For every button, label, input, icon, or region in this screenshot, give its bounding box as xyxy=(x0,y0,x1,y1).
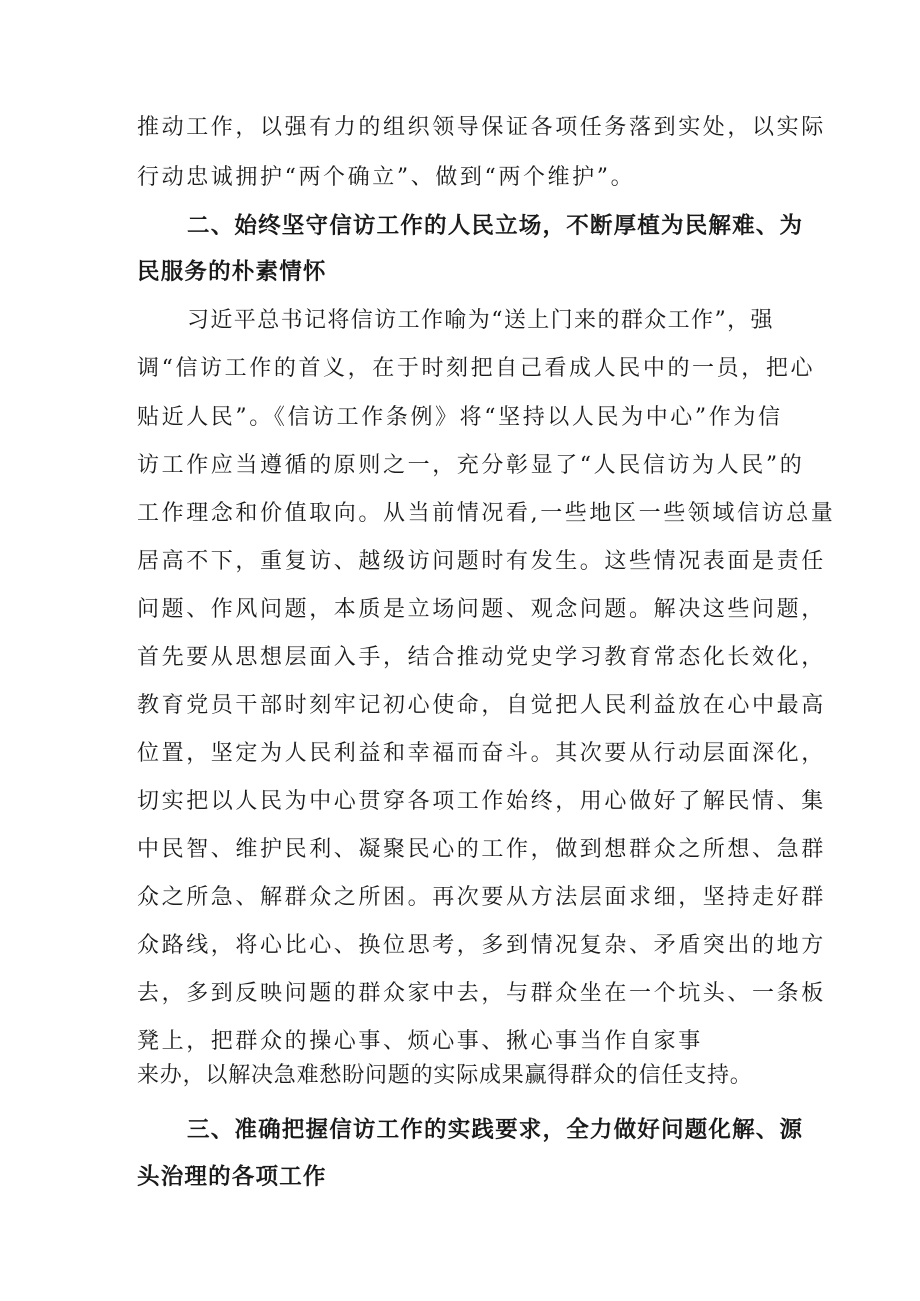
paragraph-2-line-14: 众路线，将心比心、换位思考，多到情况复杂、矛盾突出的地方 xyxy=(137,933,826,958)
section-3-heading-line-2: 头治理的各项工作 xyxy=(137,1164,327,1190)
paragraph-1-line-2: 行动忠诚拥护“两个确立”、做到“两个维护”。 xyxy=(137,165,636,190)
paragraph-2-line-1: 习近平总书记将信访工作喻为“送上门来的群众工作”，强 xyxy=(187,308,774,333)
paragraph-2-line-11: 切实把以人民为中心贯穿各项工作始终，用心做好了解民情、集 xyxy=(137,789,826,814)
paragraph-2-line-10: 位置，坚定为人民利益和幸福而奋斗。其次要从行动层面深化， xyxy=(137,741,826,766)
paragraph-2-line-6: 居高不下，重复访、越级访问题时有发生。这些情况表面是责任 xyxy=(137,549,826,574)
section-3-heading-line-1: 三、准确把握信访工作的实践要求，全力做好问题化解、源 xyxy=(187,1117,804,1143)
paragraph-2-line-3: 贴近人民”。《信访工作条例》将“坚持以人民为中心”作为信 xyxy=(137,405,783,430)
section-2-heading-line-1: 二、始终坚守信访工作的人民立场，不断厚植为民解难、为 xyxy=(187,213,804,239)
paragraph-2-line-4: 访工作应当遵循的原则之一，充分彰显了“人民信访为人民”的 xyxy=(137,453,805,478)
paragraph-1-line-1: 推动工作，以强有力的组织领导保证各项任务落到实处，以实际 xyxy=(137,115,826,140)
paragraph-2-line-15: 去，多到反映问题的群众家中去，与群众坐在一个坑头、一条板 xyxy=(137,981,826,1006)
paragraph-2-line-5: 工作理念和价值取向。从当前情况看,一些地区一些领域信访总量 xyxy=(137,501,836,526)
paragraph-2-line-12: 中民智、维护民利、凝聚民心的工作，做到想群众之所想、急群 xyxy=(137,837,826,862)
paragraph-2-line-7: 问题、作风问题，本质是立场问题、观念问题。解决这些问题， xyxy=(137,597,826,622)
paragraph-2-line-9: 教育党员干部时刻牢记初心使命，自觉把人民利益放在心中最高 xyxy=(137,693,826,718)
paragraph-2-line-2: 调“信访工作的首义，在于时刻把自己看成人民中的一员，把心 xyxy=(137,356,816,381)
paragraph-2-line-8: 首先要从思想层面入手，结合推动党史学习教育常态化长效化， xyxy=(137,645,826,670)
paragraph-2-line-16: 凳上，把群众的操心事、烦心事、揪心事当作自家事 xyxy=(137,1029,703,1054)
paragraph-2-line-13: 众之所急、解群众之所困。再次要从方法层面求细，坚持走好群 xyxy=(137,885,826,910)
section-2-heading-line-2: 民服务的朴素情怀 xyxy=(137,259,327,285)
paragraph-2-line-17: 来办，以解决急难愁盼问题的实际成果赢得群众的信任支持。 xyxy=(137,1063,753,1088)
